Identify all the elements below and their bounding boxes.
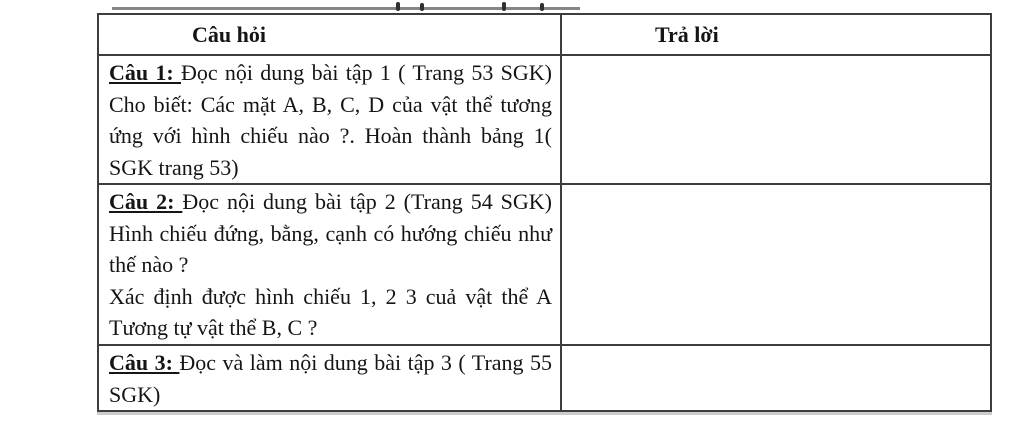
question-column-header: Câu hỏi bbox=[98, 14, 561, 55]
question-2-label: Câu 2: bbox=[109, 189, 183, 214]
table-row-question-3 bbox=[98, 345, 991, 411]
table-row-question-1 bbox=[98, 55, 991, 184]
cut-off-text-line bbox=[112, 0, 580, 10]
question-3-label: Câu 3: bbox=[109, 350, 180, 375]
question-1-paragraph bbox=[109, 57, 552, 183]
answer-column-header: Trả lời bbox=[561, 14, 991, 55]
answer-cell-1[interactable] bbox=[561, 55, 991, 184]
answer-cell-2[interactable] bbox=[561, 184, 991, 345]
question-3-paragraph bbox=[109, 347, 552, 410]
question-2-text: Đọc nội dung bài tập 2 (Trang 54 SGK) Hình chiếu đứng, bằng, cạnh có hướng chiếu như thế nào ? bbox=[109, 189, 552, 277]
question-2-paragraph-2: Xác định được hình chiếu 1, 2 3 cuả vật thể A Tương tự vật thể B, C ? bbox=[109, 283, 552, 340]
question-cell-1 bbox=[98, 55, 561, 184]
question-cell-2 bbox=[98, 184, 561, 345]
text-descender-mark bbox=[540, 3, 544, 11]
qa-table bbox=[97, 13, 992, 412]
question-1-text: Đọc nội dung bài tập 1 ( Trang 53 SGK) Cho biết: Các mặt A, B, C, D của vật thể tương ứng với hình chiếu nào ?. Hoàn thành bảng 1( SGK trang 53) bbox=[109, 60, 552, 180]
text-descender-mark bbox=[420, 3, 424, 11]
table-header-row bbox=[98, 14, 991, 55]
answer-cell-3[interactable] bbox=[561, 345, 991, 411]
text-descender-mark bbox=[502, 2, 506, 11]
question-cell-3 bbox=[98, 345, 561, 411]
question-3-text: Đọc và làm nội dung bài tập 3 ( Trang 55 SGK) bbox=[109, 350, 552, 407]
question-2-paragraph-1 bbox=[109, 186, 552, 281]
text-descender-mark bbox=[396, 2, 400, 11]
question-1-label: Câu 1: bbox=[109, 60, 181, 85]
table-row-question-2 bbox=[98, 184, 991, 345]
